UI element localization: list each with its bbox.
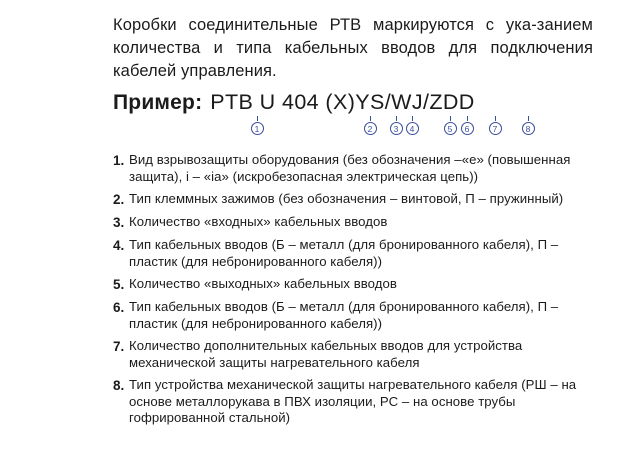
list-item-number: 8. [113,378,125,393]
marker-tick-icon [257,116,258,121]
list-item-number: 4. [113,238,125,253]
marker-tick-icon [370,116,371,121]
list-item [113,299,583,332]
example-label: Пример: [113,91,203,114]
marker-2 [363,116,377,135]
marker-tick-icon [450,116,451,121]
marker-tick-icon [528,116,529,121]
marker-number: 1 [251,122,264,135]
marker-3 [389,116,403,135]
list-item [113,237,583,270]
marker-tick-icon [495,116,496,121]
list-item-text: Тип кабельных вводов (Б – металл (для бронированного кабеля), П – пластик (для небронированного кабеля)) [129,237,559,269]
marker-number: 8 [522,122,535,135]
list-item-text: Тип устройства механической защиты нагревательного кабеля (РШ – на основе металлорукава в ПВХ изоляции, РС – на основе трубы гофрированной стальной) [129,377,577,425]
marker-4 [405,116,419,135]
marker-7 [488,116,502,135]
example-row [113,90,594,115]
list-item [113,214,583,231]
marker-number: 6 [461,122,474,135]
list-item-number: 3. [113,215,125,230]
list-item-text: Количество дополнительных кабельных вводов для устройства механической защиты нагревательного кабеля [129,338,523,370]
marker-callouts [113,116,594,142]
list-item [113,152,583,185]
marker-number: 2 [364,122,377,135]
marker-1 [250,116,264,135]
list-item-number: 1. [113,153,125,168]
list-item-text: Количество «выходных» кабельных вводов [129,276,397,291]
example-code: PTB U 404 (X)YS/WJ/ZDD [210,90,475,114]
marker-number: 3 [390,122,403,135]
list-item-text: Тип клеммных зажимов (без обозначения – винтовой, П – пружинный) [129,191,564,206]
intro-paragraph: Коробки соединительные РТВ маркируются с ука-занием количества и типа кабельных вводов для подключения кабелей управления. [113,16,593,80]
list-item [113,276,583,293]
list-item [113,338,583,371]
list-item-number: 6. [113,300,125,315]
list-item [113,191,583,208]
list-item-text: Количество «входных» кабельных вводов [129,214,388,229]
marker-8 [521,116,535,135]
list-item-number: 5. [113,277,125,292]
marker-6 [460,116,474,135]
marker-number: 4 [406,122,419,135]
marker-tick-icon [396,116,397,121]
list-item [113,377,583,427]
list-item-text: Тип кабельных вводов (Б – металл (для бронированного кабеля), П – пластик (для небронированного кабеля)) [129,299,559,331]
marker-tick-icon [412,116,413,121]
marker-tick-icon [467,116,468,121]
list-item-number: 2. [113,192,125,207]
list-item-text: Вид взрывозащиты оборудования (без обозначения –«е» (повышенная защита), i – «ia» (искробезопасная электрическая цепь)) [129,152,571,184]
marker-number: 7 [489,122,502,135]
list-item-number: 7. [113,339,125,354]
legend-list [113,152,583,427]
marker-5 [443,116,457,135]
marker-number: 5 [444,122,457,135]
